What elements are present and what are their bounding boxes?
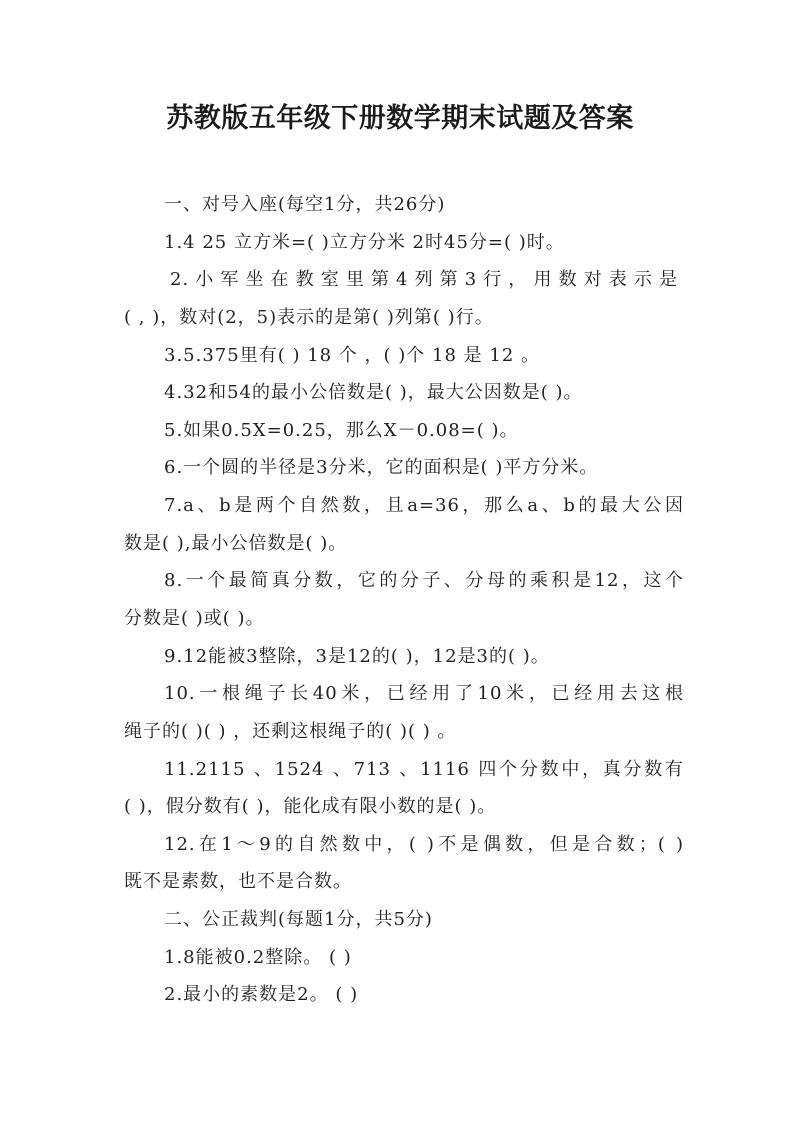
question-line: 2.最小的素数是2。 ( )	[164, 984, 359, 1005]
question-line: 10.一根绳子长40米，已经用了10米，已经用去这根	[164, 683, 684, 704]
question-line: 8.一个最简真分数，它的分子、分母的乘积是12，这个	[164, 570, 684, 591]
question-line: 7.a、b是两个自然数，且a=36，那么a、b的最大公因	[164, 495, 684, 516]
question-line: 6.一个圆的半径是3分米，它的面积是( )平方分米。	[164, 457, 599, 478]
question-line: ( )，假分数有( )，能化成有限小数的是( )。	[124, 796, 497, 817]
document-title: 苏教版五年级下册数学期末试题及答案	[166, 103, 634, 134]
question-line: 绳子的( )( ) ，还剩这根绳子的( )( ) 。	[124, 721, 457, 742]
question-line: 5.如果0.5X=0.25，那么X－0.08=( )。	[164, 420, 519, 441]
section-heading-1: 一、对号入座(每空1分，共26分)	[164, 194, 446, 215]
question-line: 1.4 25 立方米=( )立方分米 2时45分=( )时。	[164, 232, 565, 253]
question-line: 分数是( )或( )。	[124, 608, 265, 629]
question-line: ( , )，数对(2，5)表示的是第( )列第( )行。	[124, 307, 494, 328]
section-heading-2: 二、公正裁判(每题1分，共5分)	[164, 909, 433, 930]
question-line: 4.32和54的最小公倍数是( )，最大公因数是( )。	[164, 382, 583, 403]
question-line: 数是( ),最小公倍数是( )。	[124, 533, 348, 554]
question-line: 1.8能被0.2整除。 ( )	[164, 947, 352, 968]
question-line: 既不是素数，也不是合数。	[124, 871, 352, 892]
question-line: 2.小军坐在教室里第4列第3行，用数对表示是	[170, 269, 678, 290]
question-line: 11.2115 、1524 、713 、1116 四个分数中，真分数有	[164, 759, 684, 780]
question-line: 9.12能被3整除，3是12的( )，12是3的( )。	[164, 646, 550, 667]
question-line: 12.在1～9的自然数中，( )不是偶数，但是合数；( )	[164, 834, 684, 855]
question-line: 3.5.375里有( ) 18 个 ，( )个 18 是 12 。	[164, 345, 541, 366]
